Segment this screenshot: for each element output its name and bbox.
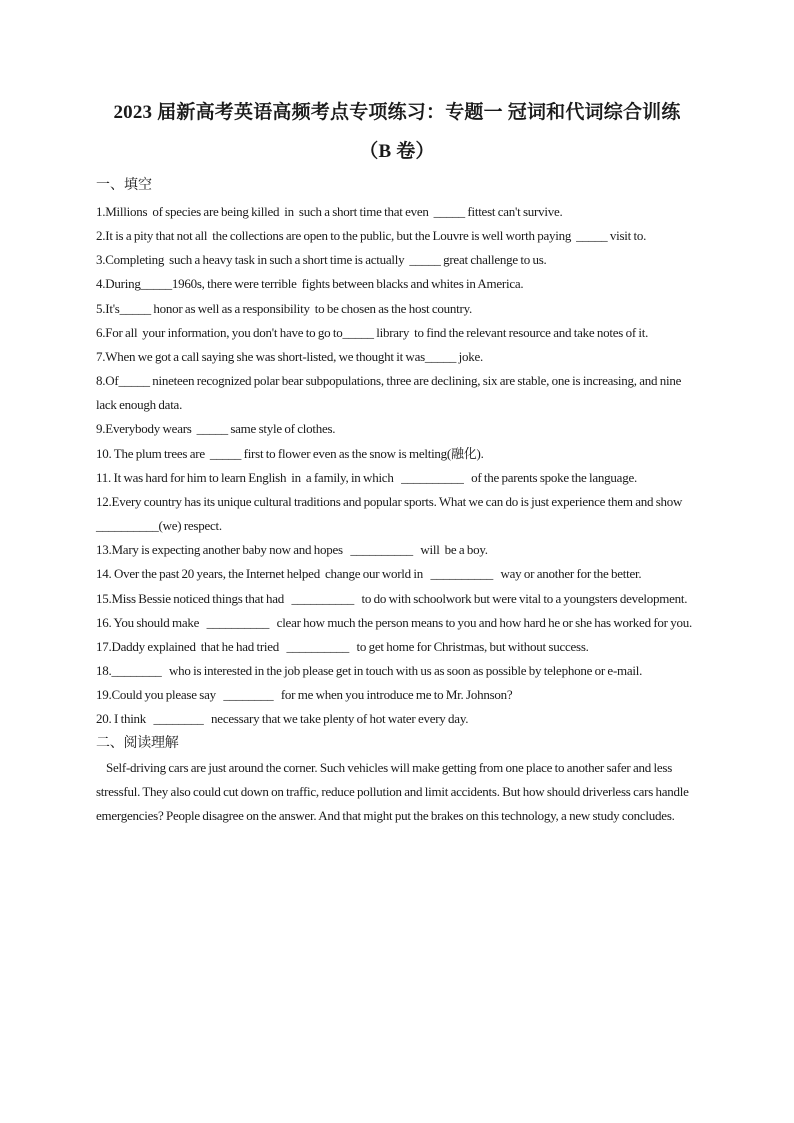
section-heading-fill-in: 一、填空 [96, 177, 152, 193]
question-item: 20. I think ________ necessary that we take plenty of hot water every day. [96, 711, 469, 727]
question-item: 7.When we got a call saying she was short-listed, we thought it was_____ joke. [96, 348, 484, 364]
question-item: 15.Miss Bessie noticed things that had __________ to do with schoolwork but were vital to a youngsters development. [96, 590, 688, 606]
document-subtitle: （B 卷） [359, 141, 435, 162]
question-item: 14. Over the past 20 years, the Internet helped change our world in __________ way or another for the better. [96, 566, 642, 582]
question-item: 8.Of_____ nineteen recognized polar bear subpopulations, three are declining, six are stable, one is increasing, and nine lack enough data. [96, 373, 684, 413]
section-heading-reading: 二、阅读理解 [96, 735, 179, 752]
question-item: 19.Could you please say ________ for me when you introduce me to Mr. Johnson? [96, 687, 513, 703]
question-item: 18.________ who is interested in the job please get in touch with us as soon as possible by telephone or e-mail. [96, 662, 643, 678]
question-item: 10. The plum trees are _____ first to flower even as the snow is melting(融化). [96, 445, 484, 461]
question-item: 12.Every country has its unique cultural traditions and popular sports. What we can do is just experience them and show __________(we) respect. [96, 493, 688, 534]
question-item: 16. You should make __________ clear how much the person means to you and how hard he or she has worked for you. [96, 614, 692, 630]
document-body [96, 200, 700, 828]
question-item: 4.During_____1960s, there were terrible fights between blacks and whites in America. [96, 276, 524, 292]
question-item: 1.Millions of species are being killed in such a short time that even _____ fittest can't survive. [96, 204, 563, 219]
question-item: 11. It was hard for him to learn English in a family, in which __________ of the parents spoke the language. [96, 469, 637, 485]
passage-paragraph: Self-driving cars are just around the corner. Such vehicles will make getting from one place to another safer and less stressful. They also could cut down on traffic, reduce pollution and limit accidents. But how should driverless cars handle emergencies? People disagree on the answer. And that might put the brakes on this technology, a new study concludes. [96, 759, 689, 823]
question-item: 6.For all your information, you don't have to go to_____ library to find the relevant resource and take notes of it. [96, 324, 649, 340]
reading-passage [96, 756, 700, 828]
question-item: 5.It's_____ honor as well as a responsibility to be chosen as the host country. [96, 300, 472, 316]
question-item: 17.Daddy explained that he had tried __________ to get home for Christmas, but without success. [96, 638, 589, 654]
question-item: 3.Completing such a heavy task in such a short time is actually _____ great challenge to us. [96, 252, 547, 268]
document-title: 2023 届新高考英语高频考点专项练习：专题一 冠词和代词综合训练 [113, 102, 681, 123]
question-item: 9.Everybody wears _____ same style of clothes. [96, 421, 336, 437]
question-item: 13.Mary is expecting another baby now and hopes __________ will be a boy. [96, 542, 488, 558]
question-item: 2.It is a pity that not all the collections are open to the public, but the Louvre is well worth paying _____ visit to. [96, 228, 647, 244]
